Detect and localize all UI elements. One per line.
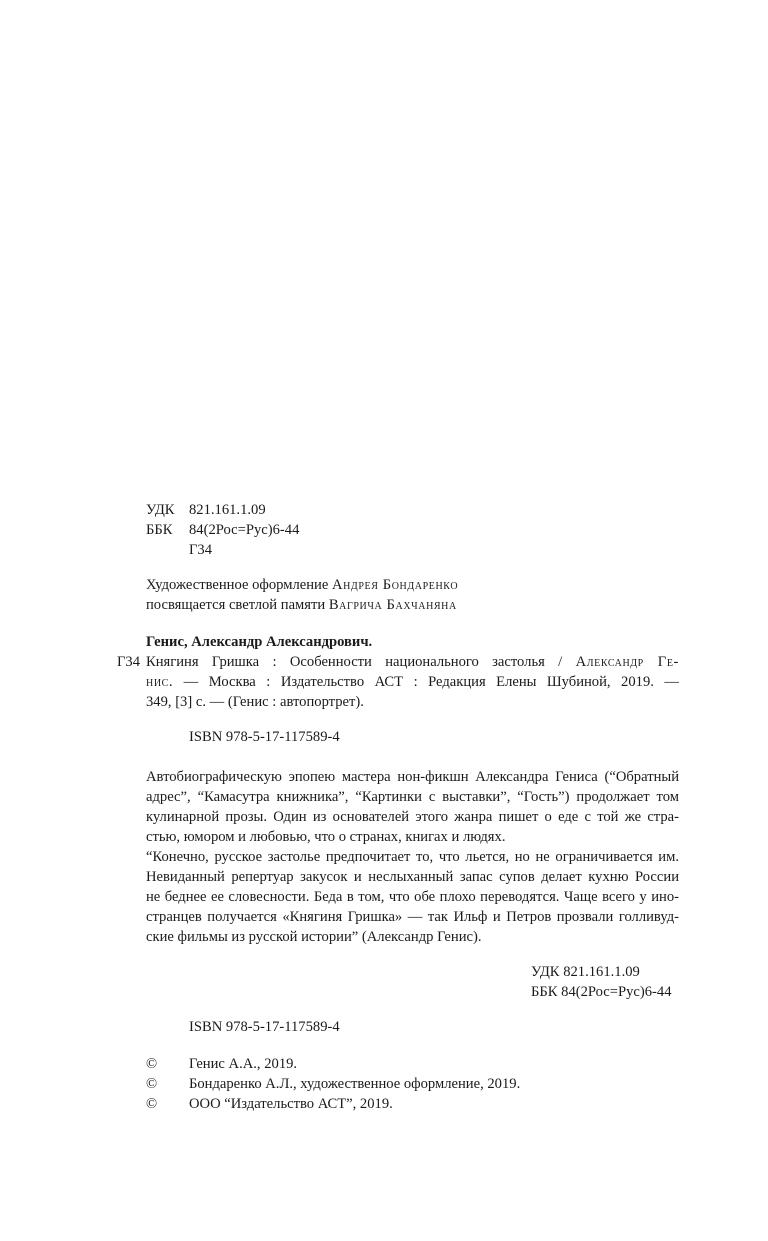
catalog-line-3: 349, [3] с. — (Генис : автопортрет).	[146, 694, 364, 710]
udk-value: 821.161.1.09	[189, 502, 266, 518]
dedicatee-name: Вагрича Бахчаняна	[328, 597, 457, 613]
copyright-symbol: ©	[146, 1056, 158, 1072]
footer-udk: УДК 821.161.1.09	[531, 964, 640, 980]
margin-author-mark: Г34	[117, 654, 141, 670]
copyright-text: Генис А.А., 2019.	[189, 1056, 298, 1072]
footer-bbk: ББК 84(2Рос=Рус)6-44	[531, 984, 672, 1000]
copyright-symbol: ©	[146, 1076, 158, 1092]
copyright-text: ООО “Издательство АСТ”, 2019.	[189, 1096, 393, 1112]
catalog-line-1	[146, 652, 679, 672]
responsibility-author-part1: Александр Ге-	[575, 654, 680, 670]
annotation-line: не беднее ее словесности. Беда в том, что обе плохо переводятся. Чаще всего у ино-	[146, 889, 679, 905]
author-mark: Г34	[189, 542, 213, 558]
bbk-label: ББК	[146, 522, 173, 538]
dedication-prefix: посвящается светлой памяти	[146, 597, 326, 613]
udk-label: УДК	[146, 502, 175, 518]
publication-statement: — Москва : Издательство АСТ : Редакция Елены Шубиной, 2019. —	[183, 674, 679, 690]
annotation-line: “Конечно, русское застолье предпочитает то, что льется, но не ограничивается им.	[146, 849, 679, 865]
catalog-line-2	[146, 672, 679, 692]
annotation-line: странцев получается «Княгиня Гришка» — так Ильф и Петров прозвали голливуд-	[146, 909, 679, 925]
catalog-isbn: ISBN 978-5-17-117589-4	[189, 729, 340, 745]
responsibility-author-part2: нис.	[146, 674, 174, 690]
copyright-text: Бондаренко А.Л., художественное оформление, 2019.	[189, 1076, 521, 1092]
classification-block	[0, 500, 768, 560]
annotation-line: ские фильмы из русской истории” (Александр Генис).	[146, 929, 482, 945]
annotation-line: адрес”, “Камасутра книжника”, “Картинки с выставки”, “Гость”) продолжает том	[146, 789, 679, 805]
title-statement: Княгиня Гришка : Особенности национального застолья /	[146, 654, 563, 670]
annotation-line: стью, юмором и любовью, что о странах, книгах и людях.	[146, 829, 506, 845]
annotation-line: Невиданный репертуар закусок и неслыханный запас супов делает кухню России	[146, 869, 679, 885]
design-credit	[146, 575, 458, 595]
annotation-line: кулинарной прозы. Один из основателей этого жанра пишет о еде с той же стра-	[146, 809, 679, 825]
designer-name: Андрея Бондаренко	[331, 577, 459, 593]
footer-isbn: ISBN 978-5-17-117589-4	[189, 1019, 340, 1035]
annotation-line: Автобиографическую эпопею мастера нон-фикшн Александра Гениса (“Обратный	[146, 769, 679, 785]
author-heading: Генис, Александр Александрович.	[146, 634, 373, 650]
design-credit-prefix: Художественное оформление	[146, 577, 329, 593]
bbk-value: 84(2Рос=Рус)6-44	[189, 522, 300, 538]
copyright-symbol: ©	[146, 1096, 158, 1112]
dedication	[146, 595, 457, 615]
